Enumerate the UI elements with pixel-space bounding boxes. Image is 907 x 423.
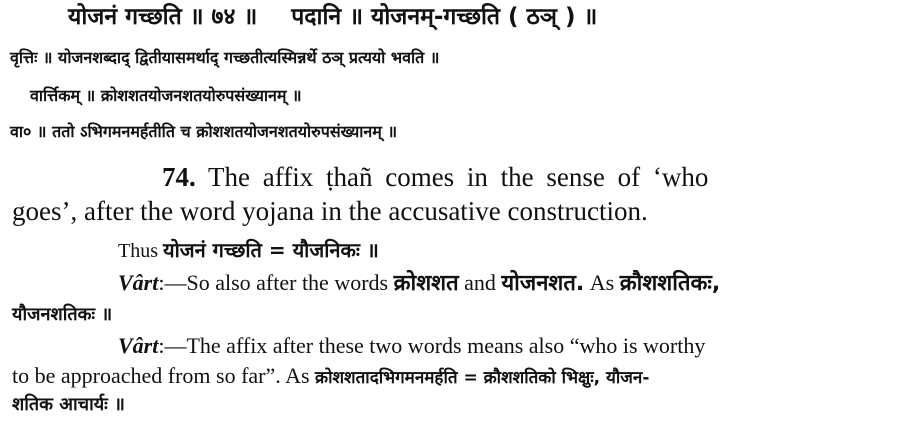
example-prefix: Thus: [118, 240, 158, 262]
vart1-label: Vârt: [118, 270, 159, 295]
vart2-line2-a: to be approached from so far”.: [12, 363, 281, 388]
vart1-line-2: यौजनशतिकः ॥: [12, 304, 113, 325]
vart2-label: Vârt: [118, 333, 159, 358]
sutra-number: 74.: [162, 162, 196, 192]
example-sanskrit: योजनं गच्छति = यौजनिकः ॥: [163, 238, 379, 262]
vart1-text-b: and: [464, 270, 496, 295]
vart1-skt-b: योजनशत.: [501, 271, 585, 296]
vart1-text-a: :—So also after the words: [158, 270, 389, 295]
vart1-skt-c: क्रौशशतिकः,: [619, 271, 721, 296]
vart2-line: [118, 335, 705, 357]
varttika-line: वार्त्तिकम् ॥ क्रोशशतयोजनशतयोरुपसंख्यानम् ॥: [30, 86, 302, 105]
vart2-line-2: [12, 365, 649, 387]
vart2-line2-sanskrit: क्रोशशतादभिगमनमर्हति = क्रौशशतिको भिक्षुः, यौजन-: [315, 368, 650, 388]
sutra-padani: पदानि ॥ योजनम्-गच्छति ( ठञ् ) ॥: [291, 4, 598, 30]
vart2-line-3: शतिक आचार्यः ॥: [12, 394, 125, 415]
sutra-heading: [68, 6, 597, 29]
vart2-text-a: :—The affix after these two words means also “who is worthy: [158, 333, 706, 358]
vart2-line2-b: As: [285, 363, 310, 388]
vart1-text-c: As: [589, 270, 615, 295]
translation-line-2: goes’, after the word yojana in the accusative construction.: [12, 196, 648, 226]
example-line: [118, 240, 379, 261]
varttika-short-line: वा० ॥ ततो ऽभिगमनमर्हतीति च क्रोशशतयोजनशतयोरुपसंख्यानम् ॥: [10, 122, 398, 141]
translation-line-1: [162, 164, 708, 191]
translation-text-1: The affix ṭhañ comes in the sense of ‘who: [208, 162, 709, 192]
sutra-text: योजनं गच्छति ॥ ७४ ॥: [68, 4, 258, 30]
vritti-commentary: वृत्तिः ॥ योजनशब्दाद् द्वितीयासमर्थाद् गच्छतीत्यस्मिन्नर्थे ठञ् प्रत्ययो भवति ॥: [10, 48, 440, 67]
vart1-line: [118, 272, 720, 295]
vart1-skt-a: क्रोशशत: [393, 271, 459, 296]
